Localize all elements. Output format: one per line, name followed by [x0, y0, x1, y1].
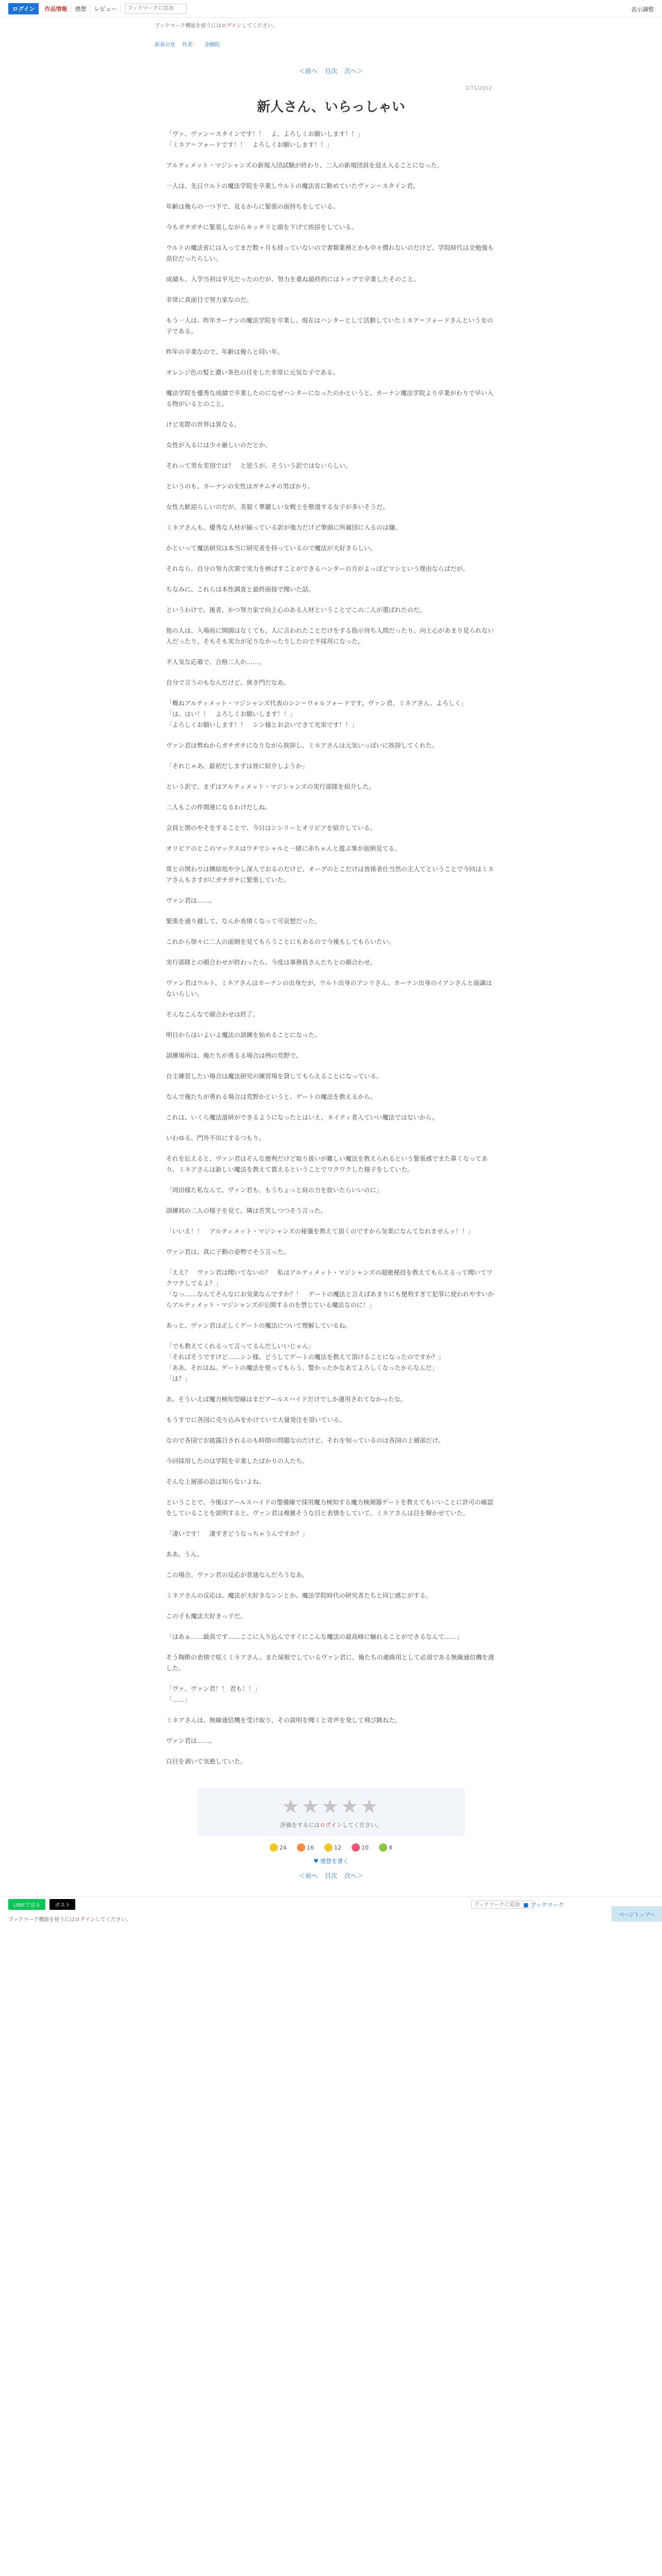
- breadcrumb-author[interactable]: 金剛院: [204, 42, 220, 48]
- body-paragraph: ミネアさんも、優秀な人材が揃っている訳が強力だけど筆頭に所属団に入るのは嫌。: [166, 524, 402, 531]
- body-paragraph: ミネアさんの反応は、魔法が大好きなシンとか、魔法学院時代の研究者たちと同じ感じがする。: [166, 1592, 432, 1599]
- footer-login-link[interactable]: ログイン: [75, 1917, 95, 1923]
- reaction-count: 16: [307, 1844, 314, 1851]
- body-paragraph: 魔法学院を優秀な成績で卒業したのになぜハンターになったのかというと、カーナン魔法学院より卒業がわりで早い入る物がいるとのこと。: [166, 389, 493, 408]
- prev-link[interactable]: ＜前へ: [299, 67, 318, 75]
- body-paragraph: というのも、カーナンの女性はガチムチの男ばかり。: [166, 483, 314, 490]
- body-paragraph: オリビアのとこのマックスはウチでシャルと一緒に赤ちゃんと遊ぶ事が面倒見てる。: [166, 845, 401, 852]
- body-paragraph: 年齢は俺らの一つ下で、見るからに緊張の面持ちをしている。: [166, 203, 339, 210]
- page-top-button[interactable]: ページトップへ: [611, 1906, 662, 1922]
- reaction-button[interactable]: [297, 1843, 314, 1852]
- bookmark-add-input[interactable]: [125, 4, 187, 14]
- body-paragraph: それを伝えると、ヴァン君はそんな便利だけど取り扱いが難しい魔法を教えられるという緊張感でまた鼻くなってあり、ミネアさんは新しい魔法を教えて貰えるということでワクワクした様子をしていた。: [166, 1155, 488, 1173]
- site-header: [0, 0, 662, 18]
- body-paragraph: それって男女差別では？ と思うが、そういう訳ではないらしい。: [166, 462, 352, 469]
- body-paragraph: それなら、自分の努力次第で実力を伸ばすことができるハンターの方がよっぽどマシという理由ならばだが。: [166, 565, 469, 572]
- body-paragraph: 自分で言うのもなんだけど、狭き門だなあ。: [166, 679, 290, 686]
- footer-note-pre: ブックマーク機能を使うには: [8, 1917, 75, 1923]
- reaction-button[interactable]: [270, 1843, 287, 1852]
- reaction-button[interactable]: [352, 1843, 369, 1852]
- body-paragraph: そう陶酔の表情で呟くミネアさん。また屋根でしているヴァン君に、俺たちの連絡用として必須である無線通信機を渡した。: [166, 1654, 494, 1672]
- reaction-count: 10: [361, 1844, 369, 1851]
- reaction-emoji-icon: [379, 1843, 387, 1852]
- body-paragraph: 「ヴァ、ヴァン＝スタインです！！ よ、よろしくお願いします！！」 「ミネア＝フォードです！！ よろしくお願いします！！」: [166, 130, 364, 148]
- body-paragraph: いわゆる、門外不出にするつもり。: [166, 1134, 265, 1142]
- body-paragraph: この場合、ヴァン君の反応が普通なんだろうなあ。: [166, 1571, 308, 1579]
- login-button[interactable]: ログイン: [8, 3, 39, 14]
- body-paragraph: なんで俺たちが勇れる場合は荒野かというと、ゲートの魔法を教えるから。: [166, 1093, 377, 1100]
- chapter-title: 新人さん、いらっしゃい: [257, 99, 405, 115]
- body-paragraph: あ、そういえば魔力検知型線はまだアールスハイドだけでしか運用されてなかったな。: [166, 1396, 407, 1403]
- breadcrumb-series[interactable]: 新着の星: [155, 42, 175, 48]
- body-paragraph: 「岡田様た私なんて、ヴァン君も、もうちょっと肩の力を抜いたらいいのに」: [166, 1187, 383, 1194]
- body-paragraph: という訳で、まずはアルティメット・マジシャンズの実行部隊を紹介した。: [166, 783, 375, 790]
- bookmark-label: ブックマーク: [530, 1902, 564, 1908]
- next-link[interactable]: 次へ＞: [344, 67, 363, 75]
- body-paragraph: 他の人は、入場前に開園はなくても、人に言われたことだけをする指示待ち人間だったり、向上心があまり見られない人だったり、そもそも実力が足りなかったりしたので不採用になった。: [166, 627, 494, 645]
- rating-note-post: してください。: [342, 1822, 382, 1828]
- reaction-emoji-icon: [324, 1843, 333, 1852]
- body-paragraph: 「概ねアルティメット・マジシャンズ代表のシン＝ウォルフォードです。ヴァン君、ミネアさん、よろしく」 「は、はい！！ よろしくお願いします！！」 「よろしくお願いします！！ シン様とお会いできて光栄です！！」: [166, 700, 467, 728]
- novel-body: [166, 129, 496, 1767]
- body-paragraph: アルティメット・マジシャンズの新規入団試験が終わり、二人の新規団員を迎え入ることになった。: [166, 162, 443, 169]
- breadcrumb: [0, 40, 662, 48]
- share-x-button[interactable]: ポスト: [49, 1899, 75, 1910]
- body-paragraph: これから徐々に二人の面倒を見てもらうことにもあるので今後もしてもらいたい。: [166, 938, 395, 945]
- body-paragraph: 非常に真面目で努力家なのだ。: [166, 296, 253, 303]
- body-paragraph: 不人気な応募で、合格二人か……。: [166, 658, 265, 666]
- body-paragraph: これは、いくら魔法道研ができるようになったとはいえ、ネイティ者入ていい魔法ではないから。: [166, 1114, 438, 1121]
- body-paragraph: というわけで、後者、かつ努力家で向上心のある人材ということでこの二人が選ばれたのだ。: [166, 606, 426, 614]
- toc-link-bottom[interactable]: 目次: [324, 1872, 337, 1879]
- pager-top: [0, 66, 662, 75]
- body-paragraph: けど実際の世界は異なる。: [166, 421, 241, 428]
- body-paragraph: 明日からはいよいよ魔法の訓練を始めることになった。: [166, 1031, 321, 1039]
- login-notice: [0, 18, 662, 35]
- toc-link[interactable]: 目次: [324, 67, 337, 75]
- body-paragraph: 二人もこの件関連になるわけだしね。: [166, 804, 272, 811]
- footer-login-notice: [0, 1912, 662, 1926]
- next-link-bottom[interactable]: 次へ＞: [344, 1872, 363, 1879]
- body-paragraph: 緊張を通り越して、なんか表情くなって可哀想だった。: [166, 918, 321, 925]
- body-paragraph: 一人は、先日ウルトの魔法学院を卒業しウルトの魔法省に勤めていたヴァン＝スタイン君。: [166, 182, 419, 190]
- body-paragraph: 常との関わりは構結処や少し深入でおるのだけど、オーグのとこだけは皆係者仕当然の主人てということで今回はミネアさんもさすがにガチガチに緊張していた。: [166, 866, 494, 884]
- body-paragraph: 会員と関のやそをすることで、今日はシシリーとオリビアを紹介している。: [166, 824, 376, 832]
- body-paragraph: 「はあぁ……最高です……ここに入り込んですぐにこんな魔法の最高峰に触れることができるなんて……」: [166, 1633, 463, 1640]
- rating-login-link[interactable]: ログイン: [320, 1822, 342, 1828]
- reactions: [0, 1843, 662, 1852]
- rating-note-pre: 評価をするには: [280, 1822, 320, 1828]
- reaction-emoji-icon: [352, 1843, 360, 1852]
- login-notice-post: してください。: [241, 23, 278, 29]
- display-settings-link[interactable]: 表示調整: [631, 6, 654, 13]
- login-notice-pre: ブックマーク機能を使うには: [155, 23, 222, 29]
- body-paragraph: ヴァン君はウルト、ミネアさんはカーナンの出身だが、ウルト出身のアンリさん、カーナン出身のイアンさんと面識はないらしい。: [166, 979, 492, 997]
- body-paragraph: ウルトの魔法省には入ってまだ数ヶ月も経っていないので書類業務とかも中々慣れないのだけど、学院時代は全勉強も高位だったらしい。: [166, 244, 494, 262]
- nav-link-review[interactable]: レビュー: [90, 5, 121, 13]
- nav-link-info[interactable]: 作品情報: [41, 5, 71, 13]
- nav-link-impressions[interactable]: 感想: [71, 5, 90, 13]
- body-paragraph: ミネアさんは、無線通信機を受け取り、その説明を聞くと奇声を発して飛び跳ねた。: [166, 1717, 402, 1724]
- body-paragraph: 「凄いです！ 凄すぎどうなっちゃうんですか？」: [166, 1530, 309, 1537]
- body-paragraph: 「それじゃあ、最初だしまずは皆に紹介しようか」: [166, 762, 308, 770]
- rating-note: [197, 1821, 465, 1829]
- login-notice-link[interactable]: ログイン: [221, 23, 242, 29]
- reaction-emoji-icon: [270, 1843, 278, 1852]
- body-paragraph: ヴァン君は……。: [166, 897, 216, 904]
- body-paragraph: 「でも教えてくれるって言ってるんだしいいじゃん」 「そればそうですけど……シン様、どうしてゲートの魔法を教えて頂けることになったのですか？」 「ああ、それはね。ゲートの魔法を使ってもらう、警かったかなあてよろしくなったからなんだ」 「は？」: [166, 1343, 444, 1382]
- body-paragraph: 今もガチガチに緊張しながらキッチリと頭を下げて挨拶をしている。: [166, 224, 358, 231]
- body-paragraph: オレンジ色の髪と濃い茶色の目をした非常に元気な子である。: [166, 369, 339, 376]
- body-paragraph: 白目を剥いて気絶していた。: [166, 1758, 247, 1765]
- share-line-button[interactable]: LINEで送る: [8, 1899, 45, 1910]
- bookmark-button[interactable]: [523, 1901, 564, 1909]
- breadcrumb-author-label: 作者：: [182, 42, 198, 48]
- body-paragraph: 実行部隊との顔合わせが終わったら、今度は事務員さんたちとの顔合わせ。: [166, 959, 376, 966]
- star-rating[interactable]: ★★★★★: [282, 1795, 380, 1818]
- body-paragraph: あっと、ヴァン君は正しくゲートの魔法について理解しているね。: [166, 1322, 352, 1329]
- prev-link-bottom[interactable]: ＜前へ: [299, 1872, 318, 1879]
- footer-note-post: してください。: [95, 1917, 131, 1923]
- body-paragraph: 成績も、入学当初は平凡だったのだが、努力を重ね最終的にはトップで卒業したそのこと。: [166, 276, 420, 283]
- reaction-emoji-icon: [297, 1843, 305, 1852]
- body-paragraph: 「ええ？ ヴァン君は聞いてないの？ 私はアルティメット・マジシャンズの超絶秘技を教えてもらえるって聞いてワクワクしてるよ？」 「なっ……なんてそんなにお気楽なんですか？！ ゲートの魔法と言えばあまりにも便利すぎて犯罪に使われやすいからアルティメット・マジシャンズが公開するのを禁じている魔法なのに！」: [166, 1269, 494, 1309]
- body-paragraph: 訓練場所は、俺たちが勇るる場合は例の荒野で、: [166, 1052, 302, 1059]
- reaction-count: 12: [334, 1844, 341, 1851]
- body-paragraph: もうすでに各国に売り込みをかけていて大量発注を頂いている。: [166, 1416, 346, 1423]
- bookmark-icon: ■: [523, 1902, 529, 1908]
- body-paragraph: 女性が入るには少々厳しいのだとか。: [166, 442, 272, 449]
- body-paragraph: なので各国でお披露目されるのも時間の問題なのだけど、それを知っているのは各国の上層部だけ。: [166, 1437, 444, 1444]
- body-paragraph: ということで、今後はアールスハイドの警備線で採用魔力検知する魔力検測器ゲートを教えてもいいことに許可の確認をしていることを説明すると、ヴァン君は複雑そうな目と表情をしていて、ミネアさんは目を輝かせていた。: [166, 1499, 493, 1517]
- pager-bottom: [0, 1871, 662, 1880]
- body-paragraph: この子も魔法大好きっ子だ。: [166, 1613, 247, 1620]
- rating-box: [197, 1788, 465, 1836]
- body-paragraph: 「ヴァ、ヴァン君！！ 君も！！」 「……」: [166, 1685, 261, 1703]
- reaction-count: 24: [279, 1844, 287, 1851]
- body-paragraph: ちなみに、これらは本性調査と最終面接で聞いた話。: [166, 586, 315, 593]
- footer-bar: [0, 1896, 662, 1912]
- reaction-button[interactable]: [379, 1843, 392, 1852]
- body-paragraph: もう一人は、昨年カーナンの魔法学院を卒業し、現在はハンターとして活動していたミネア＝フォードさんという女の子である。: [166, 317, 493, 335]
- body-paragraph: 女性大歓迎らしいのだが、美貌く華麗しい女戦士を敬遠する女子が多いそうだ。: [166, 503, 389, 511]
- body-paragraph: 今回採用したのは学院を卒業したばかりの人たち。: [166, 1458, 309, 1465]
- body-paragraph: かといって魔法研究は本当に研究者を持っているので魔法が大好きらしい。: [166, 545, 377, 552]
- body-paragraph: ヴァン君は……。: [166, 1737, 216, 1744]
- body-paragraph: そんなこんなで顔合わせは終了。: [166, 1011, 259, 1018]
- body-paragraph: そんな上層部の話は知らないよね。: [166, 1478, 266, 1485]
- write-impression-link[interactable]: ♥ 感想を書く: [313, 1858, 349, 1865]
- reaction-count: 8: [389, 1844, 392, 1851]
- body-paragraph: 昨年の卒業なので、年齢は俺らと同い年。: [166, 348, 284, 355]
- body-paragraph: ヴァン君は勢ねからガチガチになりながら挨拶し、ミネアさんは元気いっぱいに挨拶してくれた。: [166, 742, 438, 749]
- body-paragraph: 自主練習したい場合は魔法研究の練習場を貸してもらえることになっている。: [166, 1073, 383, 1080]
- reaction-button[interactable]: [324, 1843, 341, 1852]
- body-paragraph: ヴァン君は、真に子動の姿勢でそう言った。: [166, 1248, 290, 1256]
- body-paragraph: ああ、うん。: [166, 1551, 204, 1558]
- body-paragraph: 「いいえ！！ アルティメット・マジシャンズの秘儀を教えて頂くのですから気楽になんてなれませんッ！！」: [166, 1228, 474, 1235]
- body-paragraph: 訓練初の二人の様子を見て、隣は苦笑しつつそう言った。: [166, 1207, 327, 1214]
- chapter-number: 2/71/2012: [465, 86, 492, 91]
